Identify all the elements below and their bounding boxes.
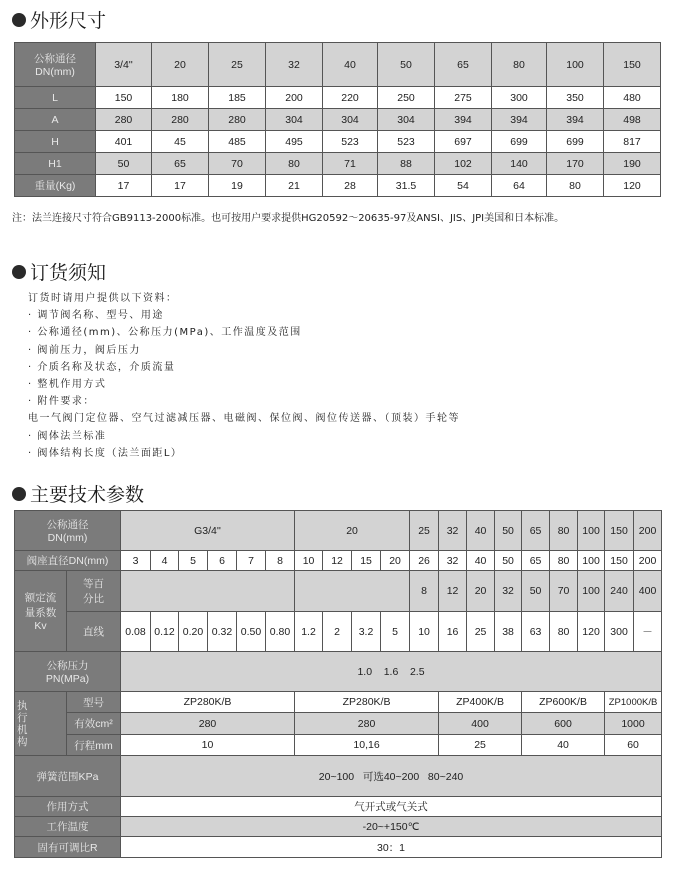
cell: 0.08 xyxy=(121,612,151,652)
cell: 28 xyxy=(323,175,378,197)
list-item: · 阀体结构长度（法兰面距L） xyxy=(28,447,183,459)
cell: 600 xyxy=(522,713,605,735)
cell: 17 xyxy=(152,175,209,197)
cell: 32 xyxy=(439,551,467,571)
cell: 32 xyxy=(495,571,522,612)
cell: 65 xyxy=(522,551,550,571)
cell: 20 xyxy=(381,551,410,571)
cell: 4 xyxy=(151,551,179,571)
stroke-row xyxy=(15,735,662,756)
section-title-dimensions xyxy=(12,6,106,33)
section-title-text: 主要技术参数 xyxy=(30,484,145,506)
cell: 394 xyxy=(547,109,604,131)
cell: 40 xyxy=(467,551,495,571)
ordering-intro: 订货时请用户提供以下资料： xyxy=(28,293,178,304)
cell: 0.32 xyxy=(208,612,237,652)
cell: 10 xyxy=(295,551,323,571)
cell: 5 xyxy=(381,612,410,652)
cell-empty xyxy=(295,571,410,612)
ratio-label: 固有可调比R xyxy=(15,837,121,858)
column-header: 32 xyxy=(266,43,323,87)
bullet-dot-icon xyxy=(12,487,26,501)
ordering-list xyxy=(28,290,460,462)
cell: 38 xyxy=(495,612,522,652)
cell: 523 xyxy=(323,131,378,153)
cell: 80 xyxy=(266,153,323,175)
table-row xyxy=(15,109,661,131)
cell: 200 xyxy=(266,87,323,109)
list-item: · 阀前压力，阀后压力 xyxy=(28,344,141,356)
column-header: 80 xyxy=(492,43,547,87)
cell: 5 xyxy=(179,551,208,571)
cell: 40 xyxy=(522,735,605,756)
cell: 394 xyxy=(435,109,492,131)
list-item: · 调节阀名称、型号、用途 xyxy=(28,310,164,322)
kv-equal-row xyxy=(15,571,662,612)
cell: 400 xyxy=(439,713,522,735)
cell: 63 xyxy=(522,612,550,652)
cell: 120 xyxy=(578,612,605,652)
cell: 190 xyxy=(604,153,661,175)
cell: 280 xyxy=(96,109,152,131)
cell: 65 xyxy=(152,153,209,175)
cell: 80 xyxy=(550,551,578,571)
cell: 17 xyxy=(96,175,152,197)
cell: 170 xyxy=(547,153,604,175)
kv-linear-row xyxy=(15,612,662,652)
cell: 15 xyxy=(352,551,381,571)
cell: 401 xyxy=(96,131,152,153)
list-item: · 阀体法兰标准 xyxy=(28,430,107,442)
cell: 3 xyxy=(121,551,151,571)
row-label: 重量(Kg) xyxy=(15,175,96,197)
cell: 10,16 xyxy=(295,735,439,756)
action-value: 气开式或气关式 xyxy=(121,797,662,817)
cell: 70 xyxy=(550,571,578,612)
table-row xyxy=(15,153,661,175)
cell: 400 xyxy=(634,571,662,612)
cell: ZP1000K/B xyxy=(605,692,662,713)
column-header: 50 xyxy=(378,43,435,87)
section-title-ordering xyxy=(12,258,106,285)
row-label: H xyxy=(15,131,96,153)
cell: 280 xyxy=(152,109,209,131)
column-header: 20 xyxy=(152,43,209,87)
cell: ZP600K/B xyxy=(522,692,605,713)
dn-group: 32 xyxy=(439,511,467,551)
cell: 0.80 xyxy=(266,612,295,652)
cell: 120 xyxy=(604,175,661,197)
column-header: 150 xyxy=(604,43,661,87)
header-label: 公称通径 DN(mm) xyxy=(15,43,96,87)
cell: 699 xyxy=(547,131,604,153)
dn-group: 100 xyxy=(578,511,605,551)
cell: 54 xyxy=(435,175,492,197)
list-item: · 整机作用方式 xyxy=(28,379,107,391)
pn-label: 公称压力 PN(MPa) xyxy=(15,652,121,692)
ratio-row xyxy=(15,837,662,858)
cell: 19 xyxy=(209,175,266,197)
cell: 16 xyxy=(439,612,467,652)
cell: 20 xyxy=(467,571,495,612)
cell: 0.12 xyxy=(151,612,179,652)
specs-table xyxy=(14,510,662,858)
cell: 80 xyxy=(550,612,578,652)
cell: 71 xyxy=(323,153,378,175)
dn-row xyxy=(15,511,662,551)
bullet-dot-icon xyxy=(12,13,26,27)
cell: 60 xyxy=(605,735,662,756)
cell: 523 xyxy=(378,131,435,153)
cell: 25 xyxy=(467,612,495,652)
cell: 70 xyxy=(209,153,266,175)
standards-note: 注：法兰连接尺寸符合GB9113-2000标准。也可按用户要求提供HG20592～20635-97及ANSI、JIS、JPI美国和日本标准。 xyxy=(12,213,565,224)
cell: ZP400K/B xyxy=(439,692,522,713)
temp-label: 工作温度 xyxy=(15,817,121,837)
cell: 150 xyxy=(96,87,152,109)
cell: 304 xyxy=(323,109,378,131)
cell: 699 xyxy=(492,131,547,153)
column-header: 3/4'' xyxy=(96,43,152,87)
cell: 240 xyxy=(605,571,634,612)
model-row xyxy=(15,692,662,713)
cell: 1.2 xyxy=(295,612,323,652)
cell: 10 xyxy=(410,612,439,652)
column-header: 100 xyxy=(547,43,604,87)
model-label: 型号 xyxy=(67,692,121,713)
cell: 495 xyxy=(266,131,323,153)
dn-group: 80 xyxy=(550,511,578,551)
area-row xyxy=(15,713,662,735)
list-item: 电一气阀门定位器、空气过滤减压器、电磁阀、保位阀、阀位传送器、（顶装）手轮等 xyxy=(28,413,460,425)
cell: 220 xyxy=(323,87,378,109)
seat-row xyxy=(15,551,662,571)
dn-group: 40 xyxy=(467,511,495,551)
cell: 26 xyxy=(410,551,439,571)
cell: 88 xyxy=(378,153,435,175)
kv-equal-label: 等百 分比 xyxy=(67,571,121,612)
dn-group: G3/4'' xyxy=(121,511,295,551)
dn-label: 公称通径 DN(mm) xyxy=(15,511,121,551)
table-row xyxy=(15,175,661,197)
cell: 280 xyxy=(295,713,439,735)
table-header-row xyxy=(15,43,661,87)
cell: 8 xyxy=(410,571,439,612)
cell: 697 xyxy=(435,131,492,153)
dn-group: 150 xyxy=(605,511,634,551)
cell: 817 xyxy=(604,131,661,153)
cell: 3.2 xyxy=(352,612,381,652)
cell: 45 xyxy=(152,131,209,153)
cell: 31.5 xyxy=(378,175,435,197)
cell: 50 xyxy=(522,571,550,612)
cell: 50 xyxy=(495,551,522,571)
cell: 300 xyxy=(492,87,547,109)
cell: 80 xyxy=(547,175,604,197)
kv-label: 额定流 量系数 Kv xyxy=(15,571,67,652)
cell: ZP280K/B xyxy=(121,692,295,713)
spring-row xyxy=(15,756,662,797)
dn-group: 25 xyxy=(410,511,439,551)
row-label: H1 xyxy=(15,153,96,175)
spring-label: 弹簧范围KPa xyxy=(15,756,121,797)
actuator-label: 执 行 机 构 xyxy=(15,692,67,756)
cell: － xyxy=(634,612,662,652)
cell: 250 xyxy=(378,87,435,109)
stroke-label: 行程mm xyxy=(67,735,121,756)
cell: 300 xyxy=(605,612,634,652)
cell: 140 xyxy=(492,153,547,175)
cell: 8 xyxy=(266,551,295,571)
cell: 280 xyxy=(209,109,266,131)
section-title-specs xyxy=(12,480,144,507)
row-label: L xyxy=(15,87,96,109)
pn-row xyxy=(15,652,662,692)
pn-value: 1.0 1.6 2.5 xyxy=(121,652,662,692)
cell: 100 xyxy=(578,571,605,612)
cell: 100 xyxy=(578,551,605,571)
cell: 185 xyxy=(209,87,266,109)
cell: 180 xyxy=(152,87,209,109)
dimensions-table xyxy=(14,42,661,197)
bullet-dot-icon xyxy=(12,265,26,279)
dn-group: 200 xyxy=(634,511,662,551)
cell: 2 xyxy=(323,612,352,652)
list-item: · 附件要求： xyxy=(28,396,95,408)
cell: 480 xyxy=(604,87,661,109)
temp-row xyxy=(15,817,662,837)
cell: 275 xyxy=(435,87,492,109)
column-header: 65 xyxy=(435,43,492,87)
ratio-value: 30：1 xyxy=(121,837,662,858)
table-row xyxy=(15,87,661,109)
cell: ZP280K/B xyxy=(295,692,439,713)
cell: 7 xyxy=(237,551,266,571)
cell: 12 xyxy=(323,551,352,571)
cell-empty xyxy=(121,571,295,612)
cell: 1000 xyxy=(605,713,662,735)
cell: 64 xyxy=(492,175,547,197)
cell: 304 xyxy=(266,109,323,131)
cell: 498 xyxy=(604,109,661,131)
cell: 304 xyxy=(378,109,435,131)
dn-group: 20 xyxy=(295,511,410,551)
seat-label: 阀座直径DN(mm) xyxy=(15,551,121,571)
row-label: A xyxy=(15,109,96,131)
section-title-text: 外形尺寸 xyxy=(30,10,107,32)
temp-value: -20~+150℃ xyxy=(121,817,662,837)
column-header: 25 xyxy=(209,43,266,87)
spring-value: 20~100 可选40~200 80~240 xyxy=(121,756,662,797)
list-item: · 公称通径(mm)、公称压力(MPa)、工作温度及范围 xyxy=(28,327,302,339)
cell: 25 xyxy=(439,735,522,756)
cell: 280 xyxy=(121,713,295,735)
cell: 200 xyxy=(634,551,662,571)
cell: 21 xyxy=(266,175,323,197)
cell: 0.50 xyxy=(237,612,266,652)
list-item: · 介质名称及状态，介质流量 xyxy=(28,361,176,373)
action-label: 作用方式 xyxy=(15,797,121,817)
cell: 485 xyxy=(209,131,266,153)
table-row xyxy=(15,131,661,153)
column-header: 40 xyxy=(323,43,378,87)
section-title-text: 订货须知 xyxy=(30,262,107,284)
cell: 394 xyxy=(492,109,547,131)
cell: 350 xyxy=(547,87,604,109)
cell: 150 xyxy=(605,551,634,571)
cell: 10 xyxy=(121,735,295,756)
dn-group: 65 xyxy=(522,511,550,551)
cell: 102 xyxy=(435,153,492,175)
cell: 0.20 xyxy=(179,612,208,652)
dn-group: 50 xyxy=(495,511,522,551)
cell: 12 xyxy=(439,571,467,612)
kv-linear-label: 直线 xyxy=(67,612,121,652)
cell: 6 xyxy=(208,551,237,571)
action-row xyxy=(15,797,662,817)
area-label: 有效cm² xyxy=(67,713,121,735)
cell: 50 xyxy=(96,153,152,175)
